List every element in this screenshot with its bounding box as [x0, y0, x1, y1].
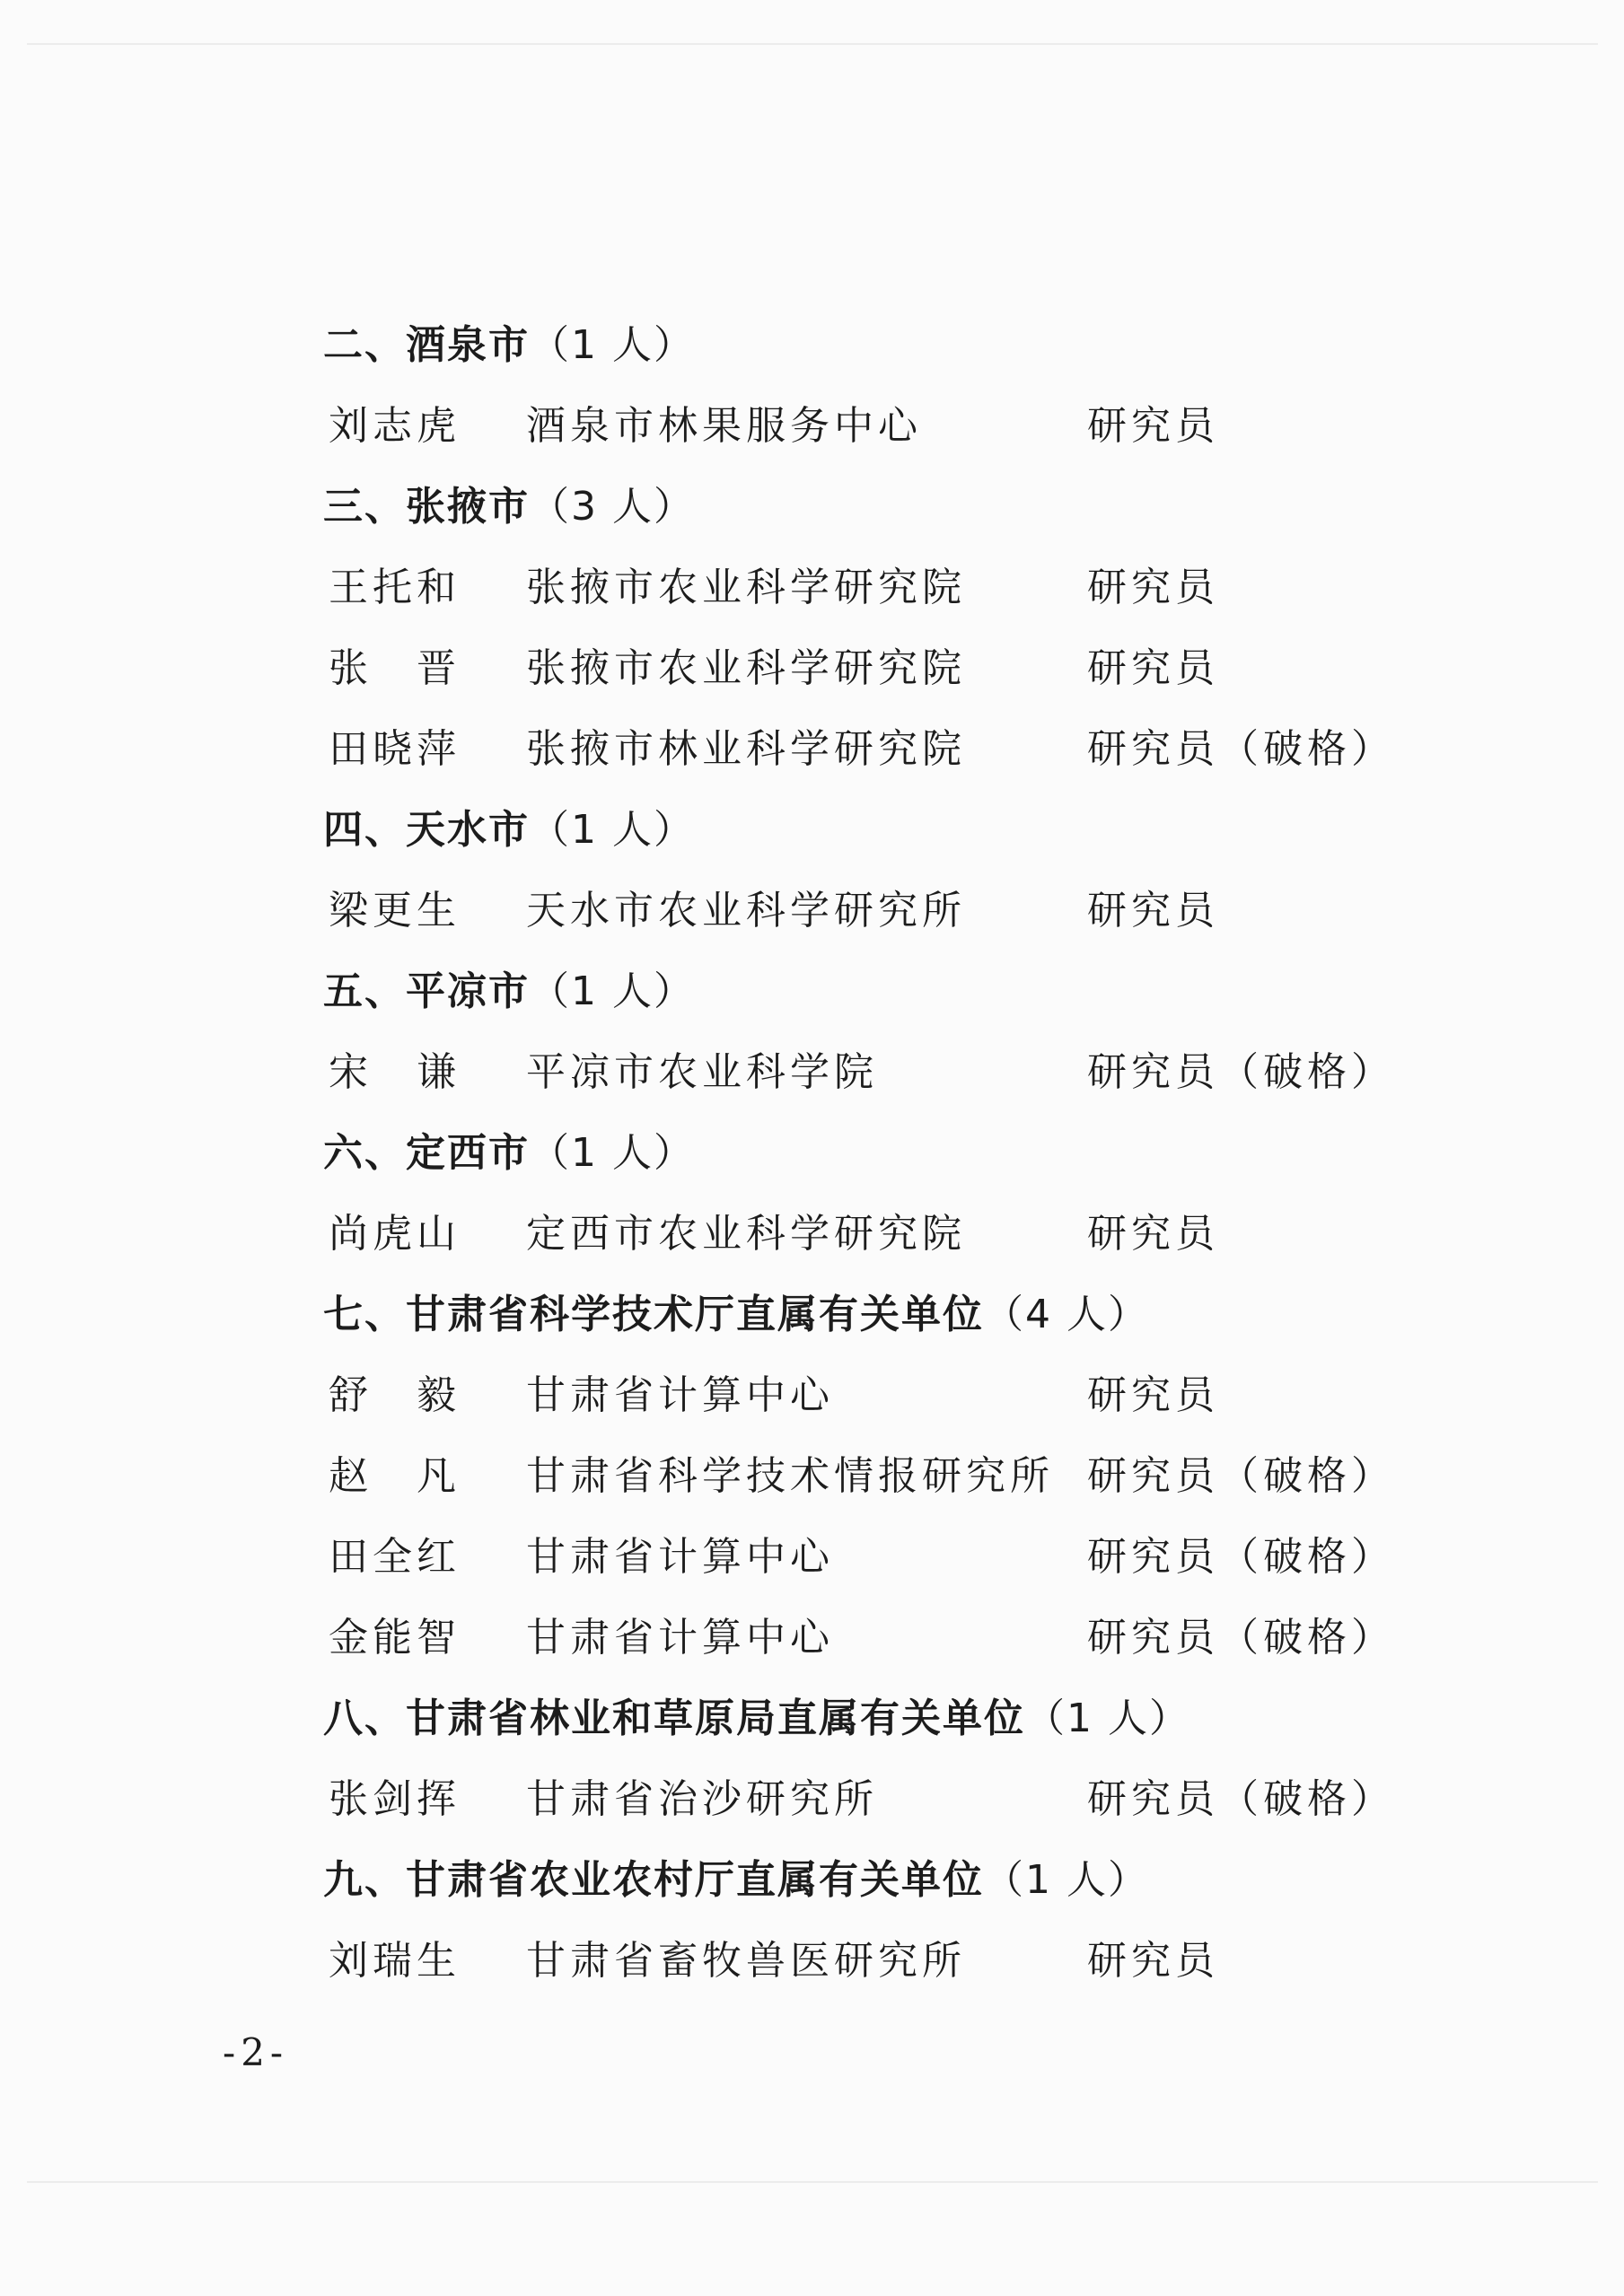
person-name: 张 晋 — [329, 645, 461, 691]
person-unit: 张掖市农业科学研究院 — [526, 565, 966, 610]
section-heading-text: 三、张掖市 — [323, 484, 530, 530]
page-number: -2- — [223, 2030, 289, 2074]
section-count: （1 人） — [530, 1130, 695, 1176]
section-heading-text: 二、酒泉市 — [323, 322, 530, 368]
person-unit: 张掖市农业科学研究院 — [526, 645, 966, 691]
person-unit: 定西市农业科学研究院 — [526, 1211, 966, 1257]
person-unit: 甘肃省计算中心 — [526, 1534, 834, 1580]
person-row — [323, 1598, 1400, 1678]
person-title: 研究员（破格） — [1087, 1534, 1395, 1580]
person-row — [323, 1436, 1400, 1517]
section-heading-text: 六、定西市 — [323, 1130, 530, 1176]
person-row — [323, 1194, 1400, 1275]
person-name: 张剑挥 — [329, 1776, 461, 1822]
person-row — [323, 709, 1400, 790]
person-unit: 甘肃省计算中心 — [526, 1615, 834, 1661]
bottom-scan-line — [27, 2181, 1598, 2183]
section-heading — [323, 1678, 1400, 1759]
person-title: 研究员（破格） — [1087, 1453, 1395, 1499]
section-heading-text: 四、天水市 — [323, 807, 530, 853]
person-unit: 甘肃省计算中心 — [526, 1372, 834, 1418]
person-unit: 张掖市林业科学研究院 — [526, 726, 966, 772]
person-name: 赵 凡 — [329, 1453, 461, 1499]
section-count: （4 人） — [984, 1292, 1149, 1337]
section-heading — [323, 790, 1400, 871]
document-body — [323, 305, 1400, 2002]
person-row — [323, 628, 1400, 709]
section-heading — [323, 1113, 1400, 1194]
person-name: 王托和 — [329, 565, 461, 610]
section-heading-text: 七、甘肃省科学技术厅直属有关单位 — [323, 1292, 984, 1337]
person-title: 研究员 — [1087, 888, 1219, 933]
section-heading — [323, 1275, 1400, 1355]
person-row — [323, 1517, 1400, 1598]
person-row — [323, 548, 1400, 628]
person-name: 刘志虎 — [329, 403, 461, 449]
person-row — [323, 1032, 1400, 1113]
person-name: 刘瑞生 — [329, 1938, 461, 1984]
section-count: （1 人） — [530, 807, 695, 853]
person-row — [323, 1921, 1400, 2002]
person-name: 舒 毅 — [329, 1372, 461, 1418]
person-title: 研究员（破格） — [1087, 1049, 1395, 1095]
section-count: （1 人） — [1025, 1696, 1190, 1741]
person-row — [323, 386, 1400, 467]
section-heading — [323, 305, 1400, 386]
section-heading-text: 九、甘肃省农业农村厅直属有关单位 — [323, 1857, 984, 1903]
person-row — [323, 1759, 1400, 1840]
person-name: 田晓萍 — [329, 726, 461, 772]
person-name: 金能智 — [329, 1615, 461, 1661]
person-unit: 酒泉市林果服务中心 — [526, 403, 922, 449]
person-row — [323, 1355, 1400, 1436]
section-count: （1 人） — [530, 322, 695, 368]
person-title: 研究员（破格） — [1087, 1615, 1395, 1661]
section-heading — [323, 1840, 1400, 1921]
person-unit: 天水市农业科学研究所 — [526, 888, 966, 933]
person-title: 研究员 — [1087, 1211, 1219, 1257]
person-unit: 甘肃省畜牧兽医研究所 — [526, 1938, 966, 1984]
person-name: 尚虎山 — [329, 1211, 461, 1257]
section-count: （3 人） — [530, 484, 695, 530]
section-count: （1 人） — [984, 1857, 1149, 1903]
person-unit: 平凉市农业科学院 — [526, 1049, 878, 1095]
section-heading-text: 八、甘肃省林业和草原局直属有关单位 — [323, 1696, 1025, 1741]
section-heading-text: 五、平凉市 — [323, 968, 530, 1014]
person-unit: 甘肃省治沙研究所 — [526, 1776, 878, 1822]
person-name: 宋 谦 — [329, 1049, 461, 1095]
section-heading — [323, 467, 1400, 548]
person-title: 研究员 — [1087, 1372, 1219, 1418]
person-name: 梁更生 — [329, 888, 461, 933]
person-title: 研究员（破格） — [1087, 1776, 1395, 1822]
person-title: 研究员 — [1087, 645, 1219, 691]
person-row — [323, 871, 1400, 951]
section-heading — [323, 951, 1400, 1032]
person-title: 研究员 — [1087, 565, 1219, 610]
person-unit: 甘肃省科学技术情报研究所 — [526, 1453, 1054, 1499]
section-count: （1 人） — [530, 968, 695, 1014]
top-scan-line — [27, 43, 1598, 45]
person-name: 田全红 — [329, 1534, 461, 1580]
person-title: 研究员（破格） — [1087, 726, 1395, 772]
person-title: 研究员 — [1087, 403, 1219, 449]
person-title: 研究员 — [1087, 1938, 1219, 1984]
